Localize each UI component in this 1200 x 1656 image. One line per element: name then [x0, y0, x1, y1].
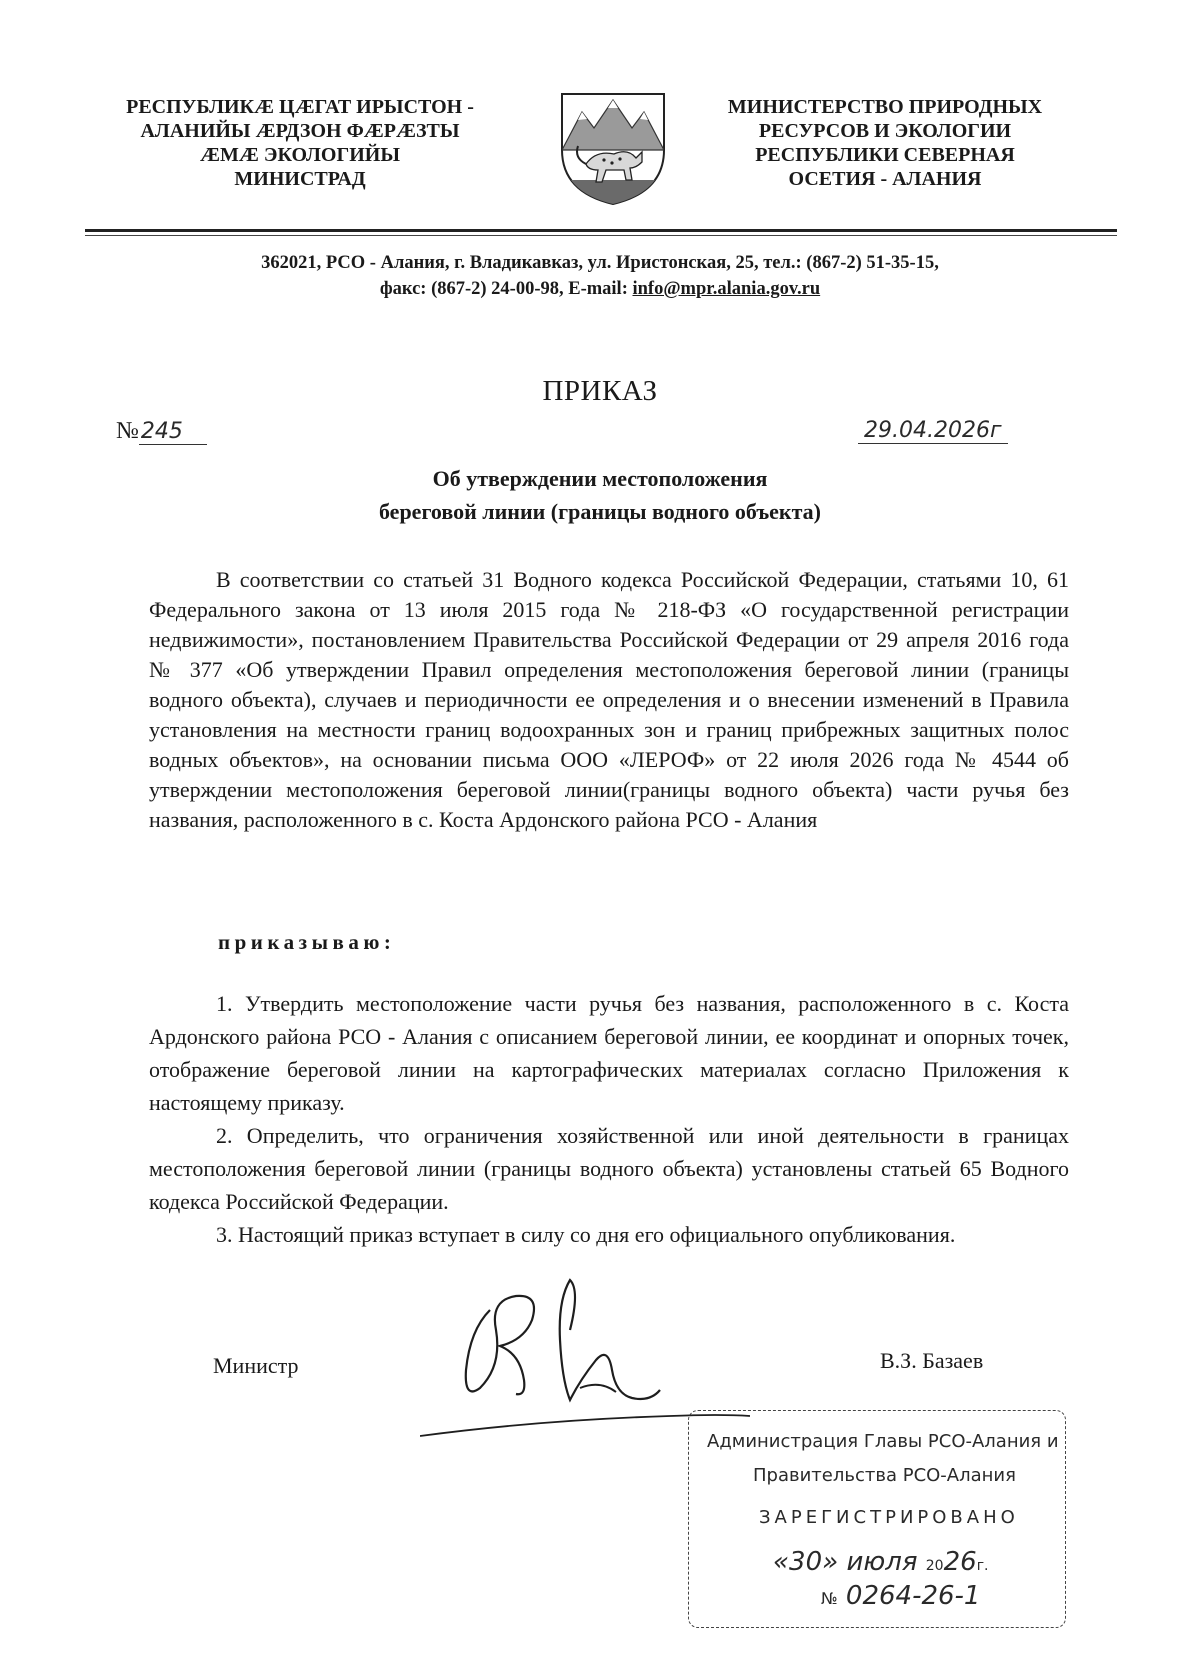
stamp-day: «30» [773, 1547, 839, 1577]
header-divider-thick [85, 229, 1117, 232]
stamp-year-prefix: 20 [925, 1558, 944, 1574]
stamp-year-suffix: 26 [943, 1547, 977, 1577]
stamp-number-sign: № [821, 1589, 838, 1608]
stamp-year-unit: г. [976, 1558, 989, 1574]
stamp-month: июля [846, 1547, 918, 1577]
contact-address [90, 250, 1110, 302]
header-left-line: АЛАНИЙЫ ÆРДЗОН ФÆРÆЗТЫ [140, 120, 460, 142]
stamp-line: Правительства РСО-Алания [753, 1465, 1016, 1486]
snow-leopard-mountains-emblem-icon [556, 88, 670, 208]
header-right-line: РЕСПУБЛИКИ СЕВЕРНАЯ [755, 144, 1015, 166]
subject-line: Об утверждении местоположения [432, 466, 768, 491]
subject-line: береговой линии (границы водного объекта) [378, 499, 822, 524]
header-left-line: РЕСПУБЛИКÆ ЦÆГАТ ИРЫСТОН - [126, 96, 474, 118]
signatory-name: В.З. Базаев [880, 1348, 984, 1373]
email-link[interactable]: info@mpr.alania.gov.ru [632, 279, 821, 299]
stamp-line: Администрация Главы РСО-Алания и [707, 1431, 1059, 1452]
document-title: ПРИКАЗ [542, 375, 658, 407]
signatory-title: Министр [213, 1353, 299, 1378]
header-right-line: РЕСУРСОВ И ЭКОЛОГИИ [758, 120, 1012, 142]
stamp-number-value: 0264-26-1 [845, 1581, 981, 1611]
header-right-line: ОСЕТИЯ - АЛАНИЯ [788, 168, 982, 190]
preamble-paragraph [149, 565, 1069, 835]
order-item: 2. Определить, что ограничения хозяйственной или иной деятельности в границах местоположения береговой линии (границы водного объекта) установлены статьей 65 Водного кодекса Российской Федерации. [149, 1123, 1069, 1214]
handwritten-order-date: 29.04.2026г [858, 418, 1008, 444]
order-item: 3. Настоящий приказ вступает в силу со дня его официального опубликования. [216, 1222, 956, 1247]
header-right-russian [700, 95, 1070, 191]
order-number [116, 418, 207, 445]
handwritten-order-number: 245 [139, 419, 207, 445]
registration-stamp [688, 1410, 1066, 1628]
header-left-ossetian [100, 95, 500, 191]
header-right-line: МИНИСТЕРСТВО ПРИРОДНЫХ [727, 96, 1043, 118]
stamp-reg-number [821, 1581, 980, 1611]
number-sign: № [116, 418, 139, 444]
stamp-registered: ЗАРЕГИСТРИРОВАНО [759, 1507, 1019, 1528]
decree-word: приказываю: [218, 930, 396, 954]
fax-text: факс: (867-2) 24-00-98, E-mail: [379, 279, 633, 299]
preamble-text: В соответствии со статьей 31 Водного кодекса Российской Федерации, статьями 10, 61 Федерального закона от 13 июля 2015 года № 218-ФЗ «О государственной регистрации недвижимости», постановлением Правительства Российской Федерации от 29 апреля 2016 года № 377 «Об утверждении Правил определения местоположения береговой линии (границы водного объекта), случаев и периодичности ее определения и о внесении изменений в Правила установления на местности границ водоохранных зон и границ прибрежных защитных полос водных объектов», на основании письма ООО «ЛЕРОФ» от 22 июля 2026 года № 4544 об утверждении местоположения береговой линии(границы водного объекта) части ручья без названия, расположенного в с. Коста Ардонского района РСО - Алания [149, 567, 1069, 832]
address-line: 362021, РСО - Алания, г. Владикавказ, ул. Иристонская, 25, тел.: (867-2) 51-35-15, [261, 253, 939, 273]
header-left-line: МИНИСТРАД [234, 168, 366, 190]
order-subject [200, 462, 1000, 528]
header-divider-thin [85, 235, 1117, 236]
stamp-date [773, 1547, 989, 1577]
address-line-fax-email [90, 276, 1110, 302]
order-item: 1. Утвердить местоположение части ручья без названия, расположенного в с. Коста Ардонского района РСО - Алания с описанием береговой линии, ее координат и опорных точек, отображение береговой линии на картографических материалах согласно Приложения к настоящему приказу. [149, 991, 1069, 1115]
header-left-line: ÆМÆ ЭКОЛОГИЙЫ [200, 144, 400, 166]
order-items [149, 987, 1069, 1251]
